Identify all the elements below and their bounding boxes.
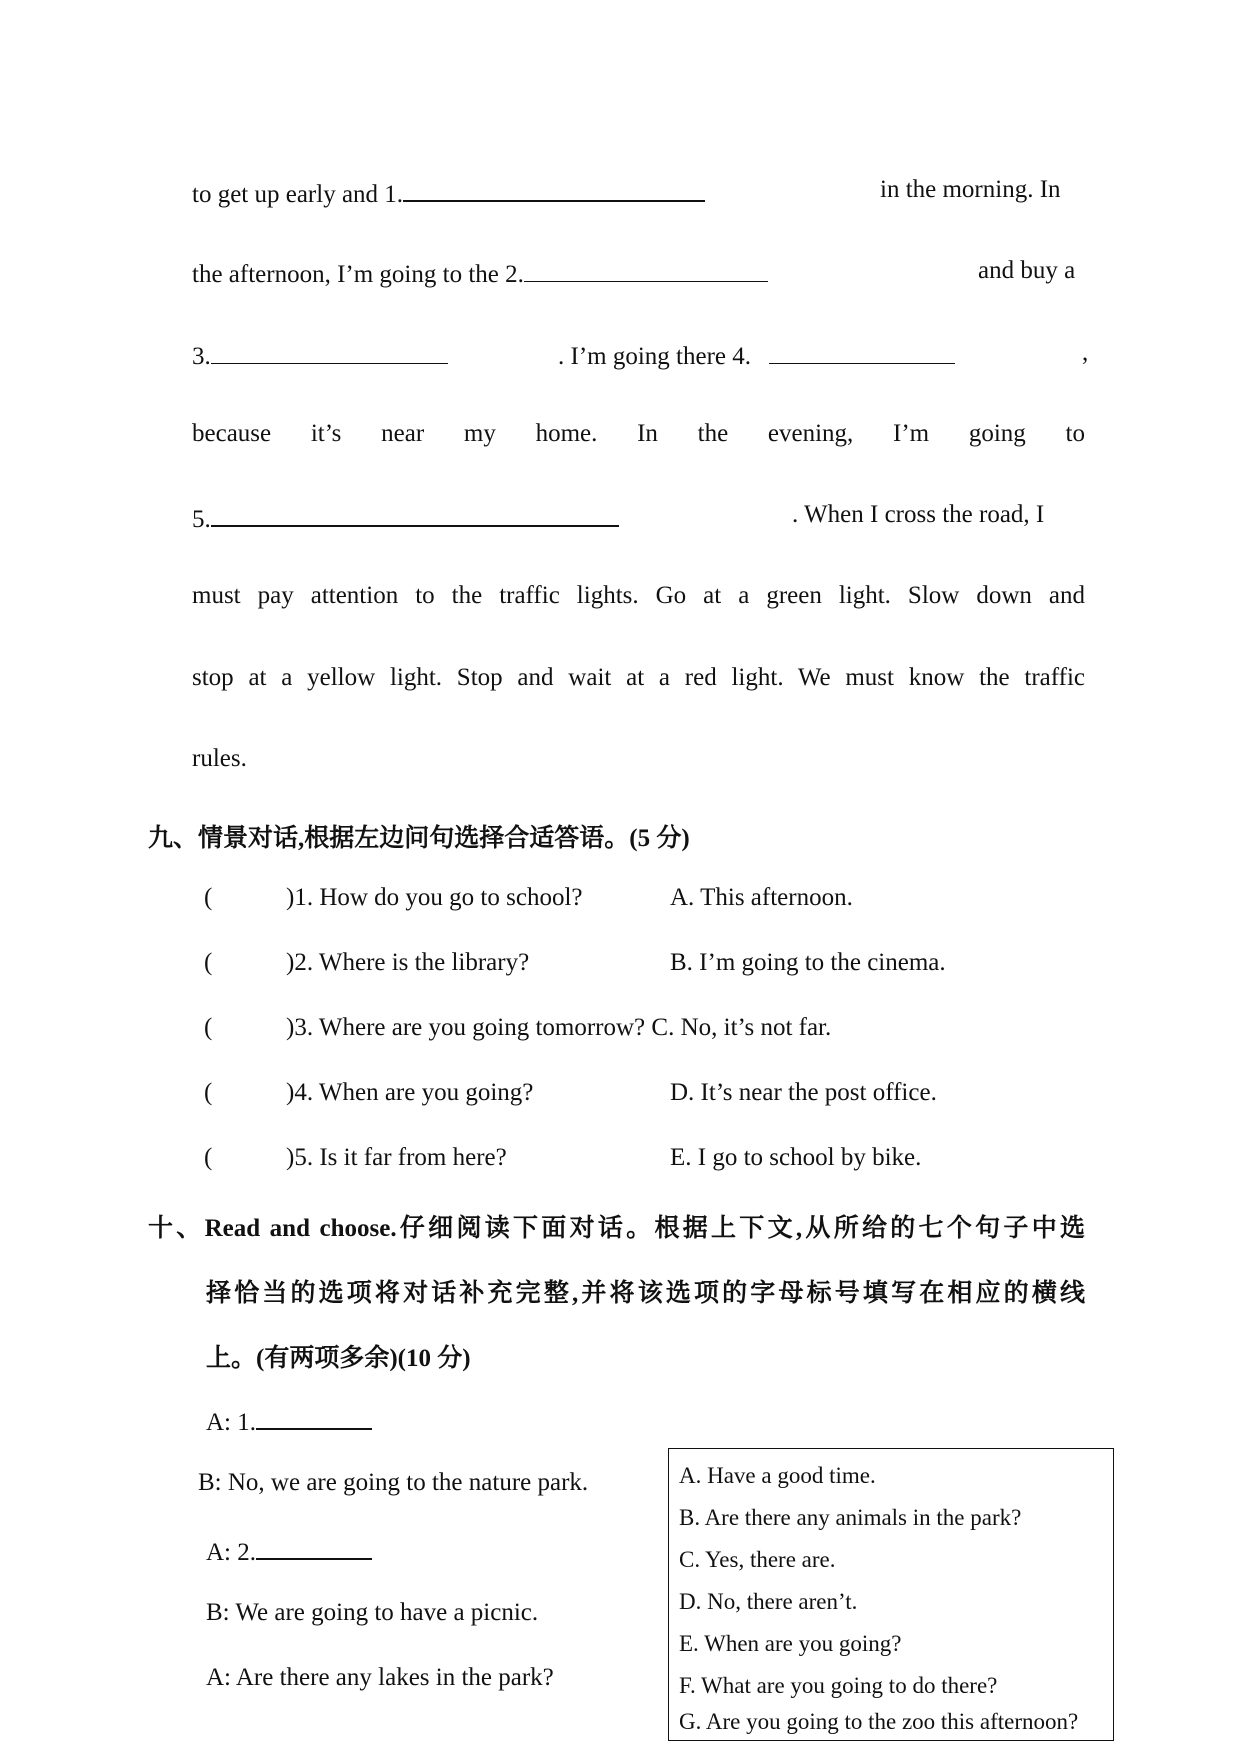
- section-10-heading-line-3: 上。(有两项多余)(10 分): [206, 1345, 471, 1372]
- passage-line-1: to get up early and 1.: [192, 176, 705, 209]
- option-e: E. When are you going?: [679, 1631, 902, 1656]
- option-b: B. Are there any animals in the park?: [679, 1505, 1022, 1530]
- dialogue-line-3: A: 2.: [206, 1534, 372, 1567]
- passage-line-1-end: in the morning. In: [880, 176, 1061, 203]
- answer-bracket[interactable]: (: [204, 949, 213, 976]
- passage-line-3: 3.: [192, 339, 448, 371]
- question-text: )2. Where is the library?: [286, 949, 530, 976]
- question-row-4: [0, 1079, 1241, 1109]
- question-row-5: [0, 1144, 1241, 1174]
- question-row-3: [0, 1014, 1241, 1044]
- question-row-2: [0, 949, 1241, 979]
- passage-line-2: the afternoon, I’m going to the 2.: [192, 257, 768, 289]
- question-text: )5. Is it far from here?: [286, 1144, 507, 1171]
- option-d: D. No, there aren’t.: [679, 1589, 858, 1614]
- blank-2[interactable]: [524, 257, 768, 282]
- dialogue-blank-2[interactable]: [256, 1534, 372, 1560]
- answer-option: E. I go to school by bike.: [670, 1144, 922, 1171]
- blank-3[interactable]: [211, 339, 448, 364]
- blank-1[interactable]: [403, 176, 705, 202]
- passage-line-6: must pay attention to the traffic lights. Go at a green light. Slow down and: [192, 582, 1085, 609]
- options-box: [668, 1448, 1114, 1741]
- answer-bracket[interactable]: (: [204, 1014, 213, 1041]
- passage-line-2-end: and buy a: [978, 257, 1076, 284]
- answer-option: D. It’s near the post office.: [670, 1079, 937, 1106]
- question-text: )3. Where are you going tomorrow? C. No, it’s not far.: [286, 1014, 832, 1041]
- answer-bracket[interactable]: (: [204, 1144, 213, 1171]
- passage-line-3-end: ,: [1082, 339, 1089, 366]
- dialogue-line-1: A: 1.: [206, 1404, 372, 1437]
- question-text: )4. When are you going?: [286, 1079, 534, 1106]
- dialogue-line-4: B: We are going to have a picnic.: [206, 1599, 539, 1626]
- option-f: F. What are you going to do there?: [679, 1673, 998, 1698]
- question-text: )1. How do you go to school?: [286, 884, 583, 911]
- option-c: C. Yes, there are.: [679, 1547, 836, 1572]
- passage-line-8: rules.: [192, 745, 247, 772]
- passage-line-3-mid: . I’m going there 4.: [558, 339, 955, 371]
- passage-line-5: 5.: [192, 501, 619, 534]
- blank-5[interactable]: [211, 501, 619, 527]
- passage-line-7: stop at a yellow light. Stop and wait at a red light. We must know the traffic: [192, 664, 1085, 691]
- answer-option: B. I’m going to the cinema.: [670, 949, 946, 976]
- option-g: G. Are you going to the zoo this afternoon?: [679, 1709, 1079, 1734]
- section-10-heading-line-1: 十、Read and choose.仔细阅读下面对话。根据上下文,从所给的七个句子中选: [148, 1215, 1085, 1242]
- answer-option: A. This afternoon.: [670, 884, 853, 911]
- question-row-1: [0, 884, 1241, 914]
- answer-bracket[interactable]: (: [204, 884, 213, 911]
- dialogue-line-5: A: Are there any lakes in the park?: [206, 1664, 554, 1691]
- section-9-heading: 九、情景对话,根据左边问句选择合适答语。(5 分): [148, 825, 690, 852]
- blank-4[interactable]: [769, 339, 955, 364]
- dialogue-blank-1[interactable]: [256, 1404, 372, 1430]
- passage-line-5-end: . When I cross the road, I: [792, 501, 1045, 528]
- option-a: A. Have a good time.: [679, 1463, 876, 1488]
- answer-bracket[interactable]: (: [204, 1079, 213, 1106]
- dialogue-line-2: B: No, we are going to the nature park.: [198, 1469, 589, 1496]
- passage-line-4: because it’s near my home. In the evening, I’m going to: [192, 420, 1085, 447]
- section-10-heading-line-2: 择恰当的选项将对话补充完整,并将该选项的字母标号填写在相应的横线: [206, 1280, 1085, 1307]
